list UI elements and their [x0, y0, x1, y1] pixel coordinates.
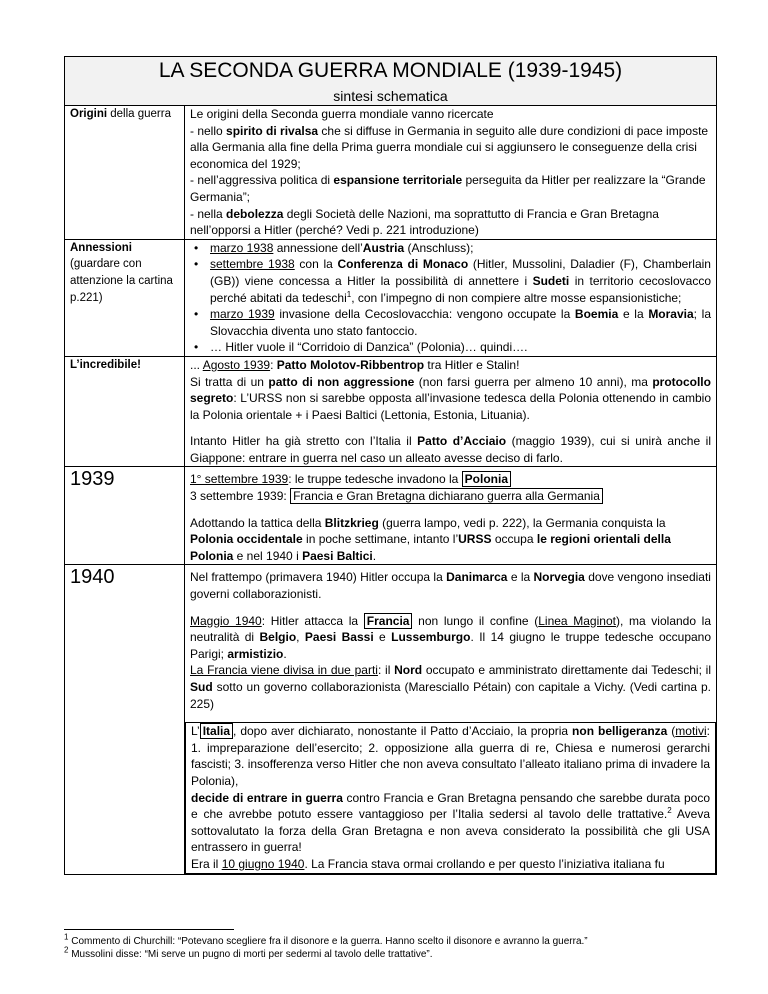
annessioni-item: • marzo 1939 invasione della Cecoslovacchia: vengono occupate la Boemia e la Moravia; la Slovacchia diventa uno stato fantoccio.: [204, 306, 711, 339]
row-origini: [65, 106, 717, 240]
origini-point-1: - nello spirito di rivalsa che si diffuse in Germania in seguito alle dure condizioni di pace imposte alla Germania alla fine della Prima guerra mondiale cui si aggiunsero le conseguenze della crisi economica del 1929;: [190, 123, 709, 171]
annessioni-list: [190, 240, 711, 356]
year-1940: 1940: [65, 565, 185, 874]
annessioni-item: • marzo 1938 annessione dell’Austria (Anschluss);: [204, 240, 711, 257]
label-incredibile: L’incredibile!: [65, 356, 185, 467]
row-incredibile: [65, 356, 717, 467]
footnote-1: $^1$ Commento di Churchill: “Potevano scegliere fra il disonore e la guerra. Hanno scelto il disonore e avranno la guerra.”: [64, 932, 588, 947]
header-cell: [65, 57, 717, 106]
annessioni-item: • … Hitler vuole il “Corridoio di Danzica” (Polonia)… quindi….: [204, 339, 711, 356]
content-1939: 1° settembre 1939: le truppe tedesche invadono la Polonia 3 settembre 1939: Francia e Gran Bretagna dichiarano guerra alla Germania Adottando la tattica della Blitzkrieg (guerra lampo, vedi p. 222), la Germania conquista la Polonia occidentale in poche settimane, intanto l’URSS occupa le regioni orientali della Polonia e nel 1940 i Paesi Baltici.: [185, 467, 717, 565]
header-row: [65, 57, 717, 106]
origini-point-2: - nell’aggressiva politica di espansione territoriale perseguita da Hitler per realizzare la “Grande Germania”;: [190, 173, 706, 204]
boxed-dichiarazione: Francia e Gran Bretagna dichiarano guerra alla Germania: [290, 488, 603, 504]
label-annessioni: Annessioni (guardare con attenzione la cartina p.221): [65, 239, 185, 356]
page-title: LA SECONDA GUERRA MONDIALE (1939-1945): [158, 59, 623, 82]
footnote-ref-1[interactable]: 1: [346, 289, 352, 299]
annessioni-item: • settembre 1938 con la Conferenza di Monaco (Hitler, Mussolini, Daladier (F), Chamberlain (GB)) viene concessa a Hitler la possibilità di annettere i Sudeti in territorio cecoslovacco perché abitati da tedeschi$^1$, con l’impegno di non compiere altre mosse espansionistiche;: [204, 256, 711, 306]
page-subtitle: sintesi schematica: [333, 88, 448, 104]
row-1940: [65, 565, 717, 874]
origini-point-3: - nella debolezza degli Società delle Nazioni, ma soprattutto di Francia e Gran Bretagna nell’opporsi a Hitler (perché? Vedi p. 221 introduzione): [190, 206, 659, 238]
origini-intro: Le origini della Seconda guerra mondiale vanno ricercate: [190, 107, 494, 121]
label-origini: Origini della guerra: [65, 106, 185, 240]
footnote-2: $^2$ Mussolini disse: “Mi serve un pugno di morti per sedermi al tavolo delle trattative”.: [64, 945, 433, 960]
content-annessioni: [185, 239, 717, 356]
italia-box: L’ Italia , dopo aver dichiarato, nonostante il Patto d’Acciaio, la propria non belligeranza (motivi: 1. impreparazione dell’esercito; 2. opposizione alla guerra di re, Chiesa e numerosi gerarchi fascisti; 3. insofferenza verso Hitler che non aveva consultato l’alleato italiano prima di invadere la Polonia), decide di entrare in guerra contro Francia e Gran Bretagna pensando che sarebbe durata poco e che avrebbe potuto essere vantaggioso per l’Italia sedersi al tavolo delle trattative.$^2$ Aveva sottovalutato la forza della Gran Bretagna e non aveva considerato la possibilità che gli USA entrassero in guerra! Era il 10 giugno 1940. La Francia stava ormai crollando e per questo l’iniziativa italiana fu: [185, 722, 716, 873]
row-1939: [65, 467, 717, 565]
boxed-polonia: Polonia: [462, 471, 511, 487]
year-1939: 1939: [65, 467, 185, 565]
content-origini: [185, 106, 717, 240]
footnote-separator: [64, 929, 234, 930]
boxed-italia: Italia: [200, 723, 233, 739]
boxed-francia: Francia: [364, 613, 413, 629]
content-incredibile: ... Agosto 1939: Patto Molotov-Ribbentrop tra Hitler e Stalin! Si tratta di un patto di non aggressione (non farsi guerra per almeno 10 anni), ma protocollo segreto: L’URSS non si sarebbe opposta all’invasione tedesca della Polonia ottenendo in cambio la Polonia orientale + i Paesi Baltici (Lettonia, Estonia, Lituania). Intanto Hitler ha già stretto con l’Italia il Patto d’Acciaio (maggio 1939), cui si unirà anche il Giappone: entrare in guerra nel caso un alleato avesse deciso di farlo.: [185, 356, 717, 467]
summary-table: [64, 56, 717, 875]
footnote-ref-2[interactable]: 2: [667, 806, 672, 816]
content-1940: Nel frattempo (primavera 1940) Hitler occupa la Danimarca e la Norvegia dove vengono insediati governi collaborazionisti. Maggio 1940: Hitler attacca la Francia non lungo il confine (Linea Maginot), ma violando la neutralità di Belgio, Paesi Bassi e Lussemburgo. Il 14 giugno le truppe tedesche occupano Parigi; armistizio. La Francia viene divisa in due parti: il Nord occupato e amministrato direttamente dai Tedeschi; il Sud sotto un governo collaborazionista (Maresciallo Pétain) con capitale a Vichy. (Vedi cartina p. 225) L’ Italia , dopo aver dichiarato, nonostante il Patto d’Acciaio, la propria non belligeranza (motivi: 1. impreparazione dell’esercito; 2. opposizione alla guerra di re, Chiesa e numerosi gerarchi fascisti; 3. insofferenza verso Hitler che non aveva consultato l’alleato italiano prima di invadere la Polonia), decide di entrare in guerra contro Francia e Gran Bretagna pensando che sarebbe durata poco e che avrebbe potuto essere vantaggioso per l’Italia sedersi al tavolo delle trattative.$^2$ Aveva sottovalutato la forza della Gran Bretagna e non aveva considerato la possibilità che gli USA entrassero in guerra! Era il 10 giugno 1940. La Francia stava ormai crollando e per questo l’iniziativa italiana fu: [185, 565, 717, 874]
row-annessioni: [65, 239, 717, 356]
